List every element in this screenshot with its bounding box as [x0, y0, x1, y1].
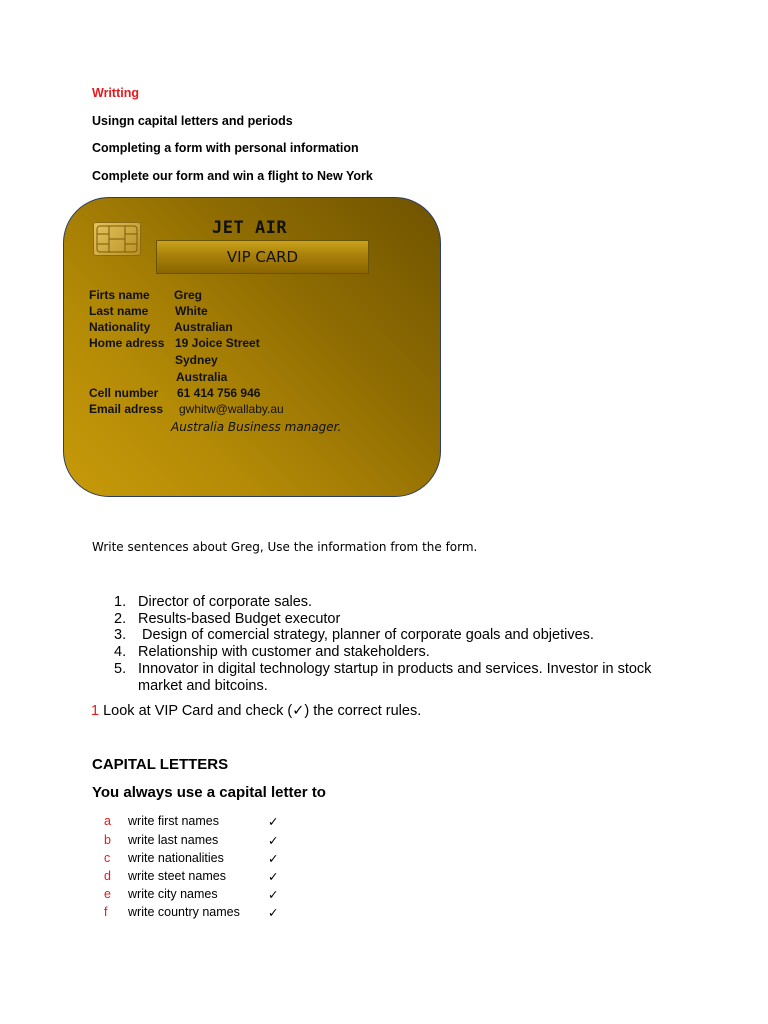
field-value: 19 Joice Street: [175, 336, 260, 350]
heading-line-1: Usingn capital letters and periods: [92, 114, 293, 128]
heading-line-2: Completing a form with personal information: [92, 141, 359, 155]
rule-letter: b: [104, 833, 111, 847]
sim-chip-icon: [93, 222, 141, 256]
task-text: Look at VIP Card and check (✓) the correct rules.: [99, 703, 422, 719]
list-text: Results-based Budget executor: [138, 611, 341, 627]
rule-item: [104, 869, 279, 884]
section-title: Writting: [92, 86, 139, 100]
field-label: Firts name: [89, 288, 150, 302]
check-icon: ✓: [268, 834, 279, 848]
list-item: [114, 661, 651, 677]
instruction-text: Write sentences about Greg, Use the information from the form.: [92, 540, 478, 554]
rule-item: [104, 887, 279, 902]
list-item: [114, 594, 312, 610]
list-text: market and bitcoins.: [138, 678, 268, 694]
vip-badge-label: VIP CARD: [226, 248, 299, 266]
check-icon: ✓: [268, 888, 279, 902]
capital-subheading: You always use a capital letter to: [92, 784, 326, 801]
list-number: 5.: [114, 661, 127, 677]
check-icon: ✓: [268, 815, 279, 829]
rule-letter: f: [104, 905, 108, 919]
field-value: White: [175, 304, 208, 318]
field-value: Australian: [174, 320, 233, 334]
rule-letter: c: [104, 851, 111, 865]
rule-text: write first names: [128, 814, 219, 828]
vip-badge: [156, 240, 369, 274]
list-item: [114, 678, 268, 694]
list-item: [114, 644, 430, 660]
rule-item: [104, 833, 279, 848]
list-text: Innovator in digital technology startup in products and services. Investor in stock: [138, 661, 652, 677]
list-item: [114, 627, 594, 643]
list-text: Relationship with customer and stakeholders.: [138, 644, 430, 660]
rule-letter: d: [104, 869, 111, 883]
vip-card: [63, 197, 441, 497]
card-role: Australia Business manager.: [171, 420, 342, 434]
field-value: Greg: [174, 288, 203, 302]
capital-heading: CAPITAL LETTERS: [92, 756, 229, 773]
rule-letter: a: [104, 814, 111, 828]
rule-item: [104, 905, 279, 920]
field-label: Cell number: [89, 386, 159, 400]
rule-item: [104, 814, 279, 829]
list-number: 1.: [114, 594, 127, 610]
rule-item: [104, 851, 279, 866]
field-value: 61 414 756 946: [177, 386, 261, 400]
field-value: Australia: [176, 370, 228, 384]
check-icon: ✓: [268, 870, 279, 884]
rule-text: write nationalities: [128, 851, 224, 865]
field-label: Home adress: [89, 336, 165, 350]
list-number: 4.: [114, 644, 127, 660]
field-value: gwhitw@wallaby.au: [179, 402, 284, 416]
list-number: 3.: [114, 627, 127, 643]
list-item: [114, 611, 340, 627]
rule-text: write city names: [128, 887, 218, 901]
heading-line-3: Complete our form and win a flight to New York: [92, 169, 373, 183]
check-icon: ✓: [268, 852, 279, 866]
task-number: 1: [91, 703, 100, 719]
card-title: JET AIR: [212, 218, 288, 238]
field-label: Email adress: [89, 402, 164, 416]
field-label: Nationality: [89, 320, 151, 334]
task-line: [91, 703, 421, 719]
rule-text: write steet names: [128, 869, 226, 883]
list-number: 2.: [114, 611, 127, 627]
rule-text: write last names: [128, 833, 219, 847]
rule-letter: e: [104, 887, 111, 901]
list-text: Director of corporate sales.: [138, 594, 313, 610]
check-icon: ✓: [268, 906, 279, 920]
field-value: Sydney: [175, 353, 218, 367]
field-label: Last name: [89, 304, 149, 318]
rule-text: write country names: [128, 905, 240, 919]
list-text: Design of comercial strategy, planner of corporate goals and objetives.: [138, 627, 594, 643]
